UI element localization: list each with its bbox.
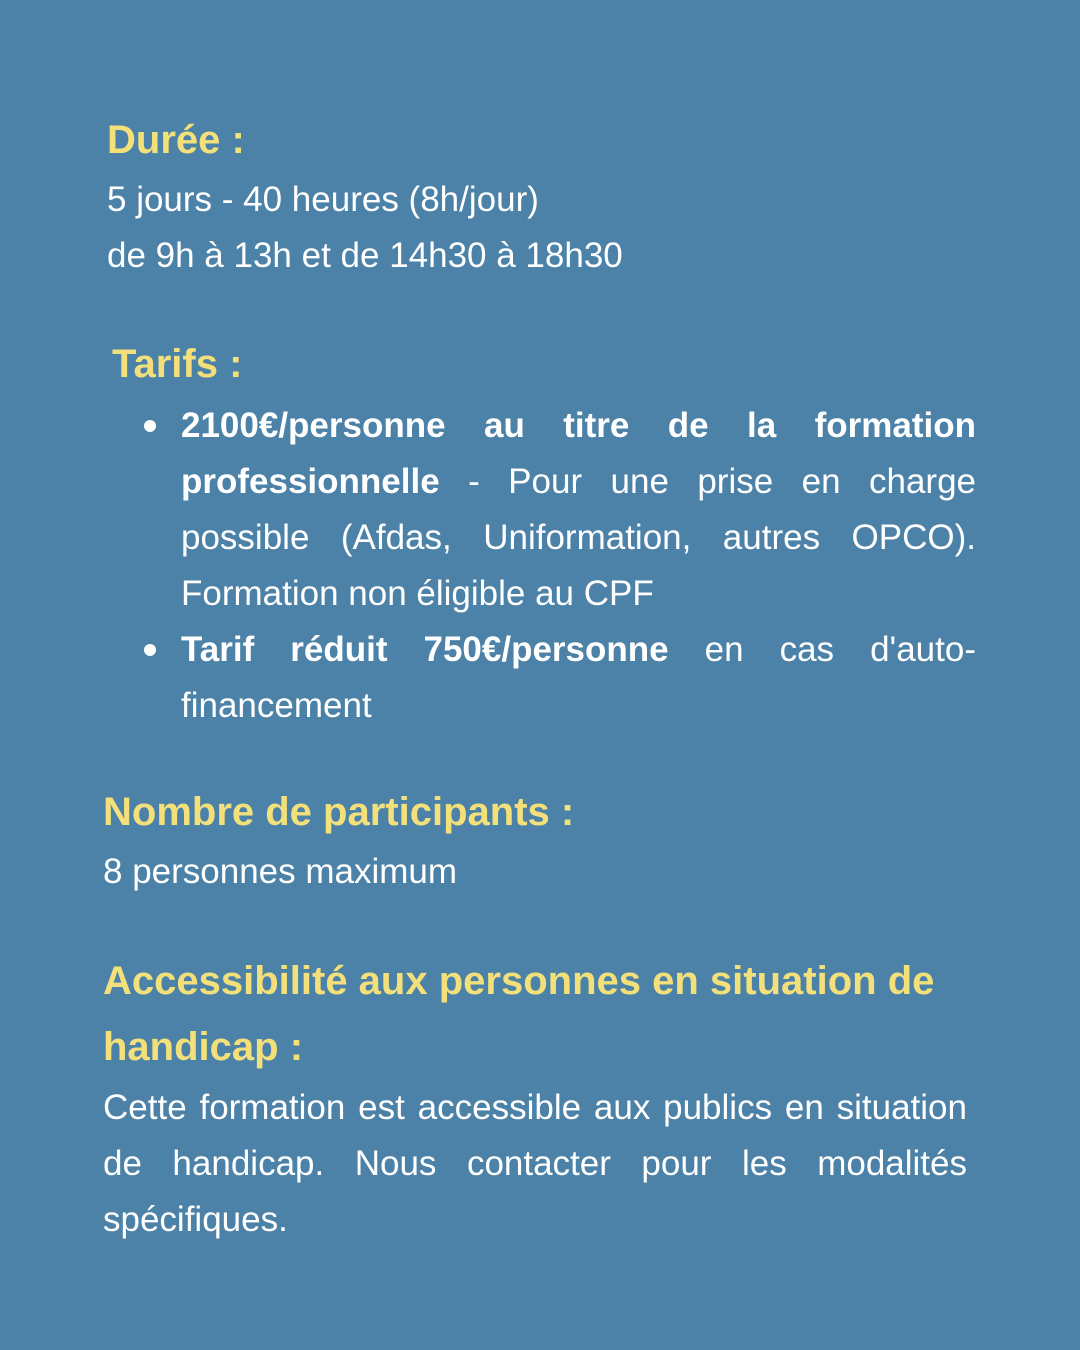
tarif-item-text: - Pour une prise en charge possible (Afdas, Uniformation, autres OPCO). Formation non éligible au CPF — [181, 462, 976, 613]
duree-days-hours: 5 jours - 40 heures (8h/jour) — [107, 180, 539, 219]
tarifs-heading: Tarifs : — [112, 342, 243, 386]
accessibilite-text: Cette formation est accessible aux publics en situation de handicap. Nous contacter pour les modalités spécifiques. — [103, 1088, 967, 1239]
duree-section — [107, 108, 987, 284]
tarif-item-bold: 2100€/personne au titre de la formation professionnelle — [181, 406, 976, 501]
bullet-icon — [144, 420, 156, 432]
tarifs-list — [112, 398, 976, 734]
duree-schedule: de 9h à 13h et de 14h30 à 18h30 — [107, 236, 623, 275]
duree-heading: Durée : — [107, 118, 245, 162]
tarif-item-reduced — [112, 622, 976, 734]
bullet-icon — [144, 644, 156, 656]
accessibilite-section — [103, 948, 967, 1248]
tarif-item-professional — [112, 398, 976, 622]
accessibilite-heading: Accessibilité aux personnes en situation de handicap : — [103, 959, 935, 1069]
participants-heading: Nombre de participants : — [103, 790, 575, 834]
participants-section — [103, 780, 983, 900]
participants-text: 8 personnes maximum — [103, 852, 458, 891]
tarifs-section — [112, 332, 976, 734]
tarif-item-text: en cas d'auto-financement — [181, 630, 976, 725]
tarif-item-bold: Tarif réduit 750€/personne — [181, 630, 669, 669]
